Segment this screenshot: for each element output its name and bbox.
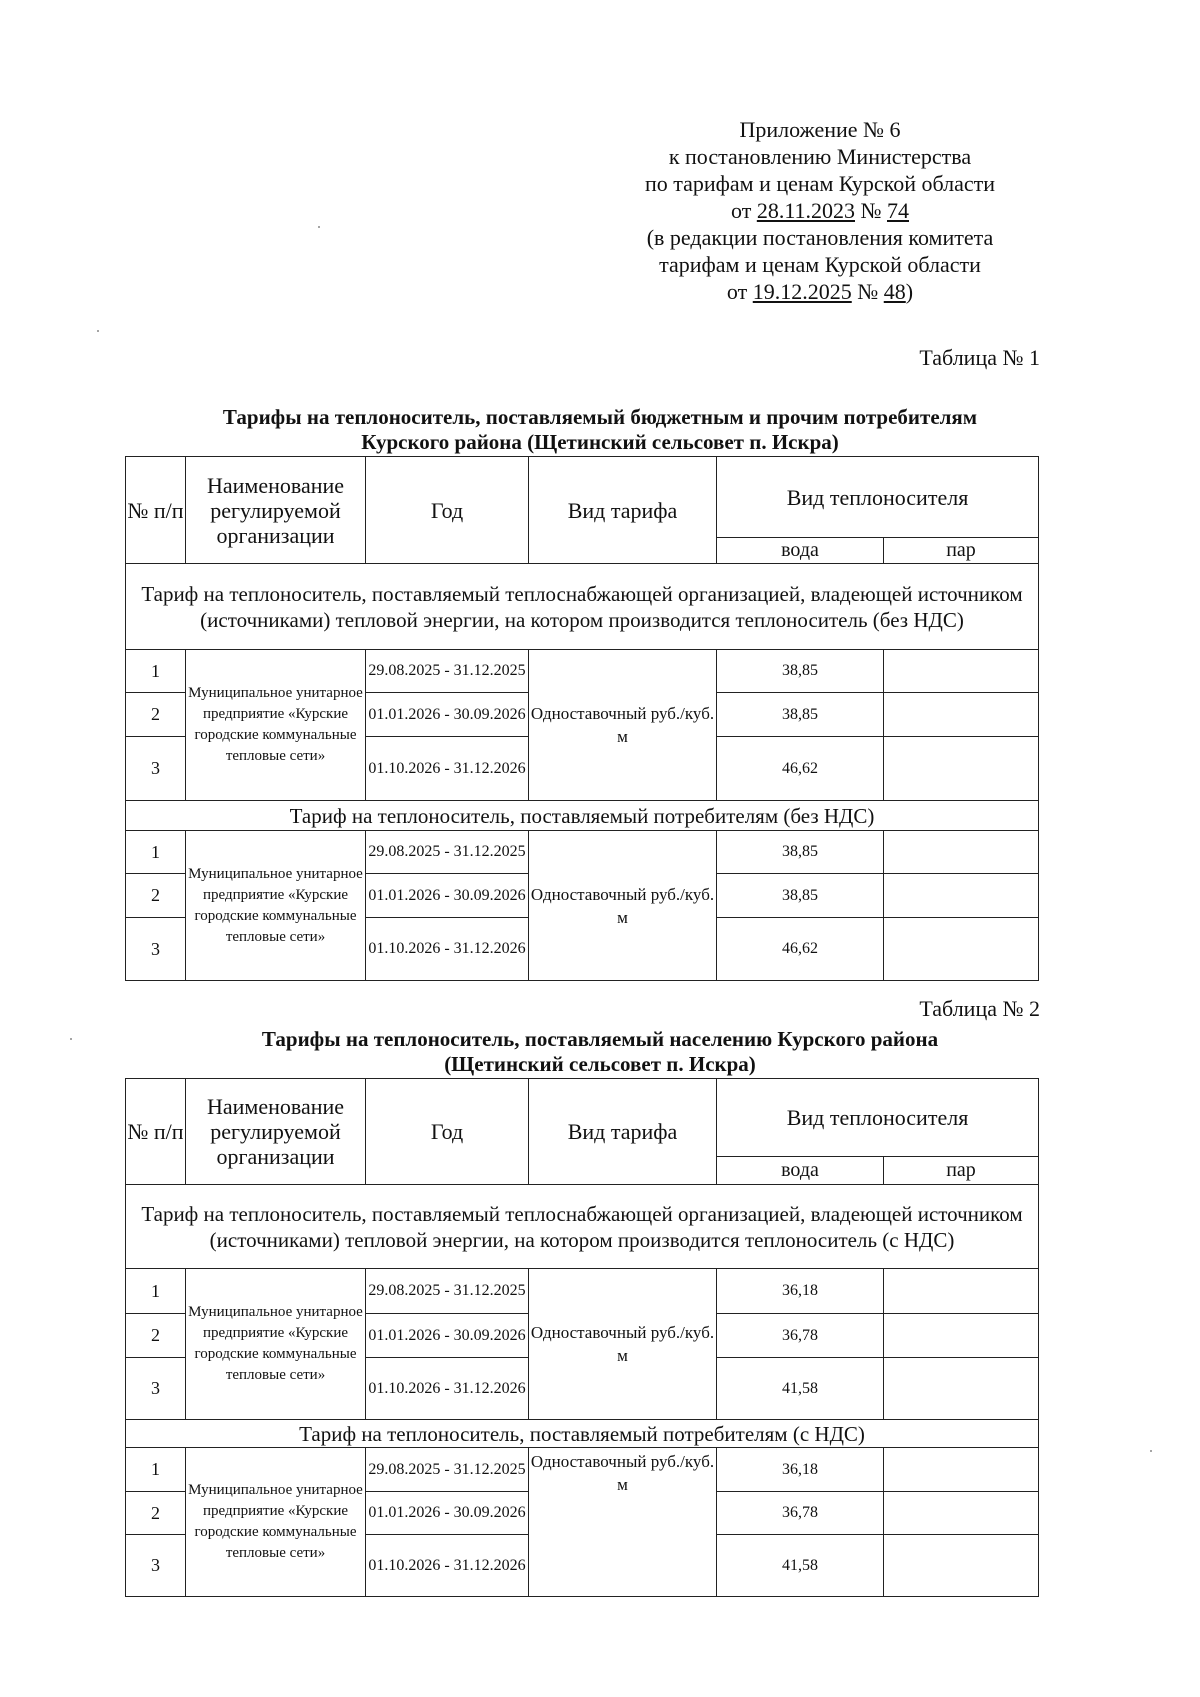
steam-tariff-value	[884, 737, 1039, 801]
amendment-reference: от 19.12.2025 № 48)	[726, 279, 914, 304]
steam-tariff-value	[884, 831, 1039, 874]
steam-tariff-value	[884, 874, 1039, 918]
row-number: 2	[126, 874, 186, 918]
period: 29.08.2025 - 31.12.2025	[366, 1269, 529, 1314]
scan-speck	[97, 330, 99, 332]
period: 01.01.2026 - 30.09.2026	[366, 693, 529, 737]
steam-tariff-value	[884, 1448, 1039, 1492]
row-number: 1	[126, 831, 186, 874]
scan-speck	[70, 1038, 72, 1040]
water-tariff-value: 36,78	[717, 1492, 884, 1535]
tariff-kind: Одноставочный руб./куб. м	[529, 1448, 717, 1597]
scan-speck	[1150, 1450, 1152, 1452]
water-tariff-value: 38,85	[717, 874, 884, 918]
water-tariff-value: 38,85	[717, 650, 884, 693]
period: 01.01.2026 - 30.09.2026	[366, 1492, 529, 1535]
period: 29.08.2025 - 31.12.2025	[366, 1448, 529, 1492]
organization-name: Муниципальное унитарное предприятие «Курские городские коммунальные тепловые сети»	[186, 831, 366, 981]
decree-reference: от 28.11.2023 № 74	[730, 198, 909, 223]
row-number: 3	[126, 737, 186, 801]
row-number: 2	[126, 1314, 186, 1358]
tariff-kind: Одноставочный руб./куб. м	[529, 650, 717, 801]
col-water-header: вода	[717, 538, 884, 564]
period: 01.10.2026 - 31.12.2026	[366, 737, 529, 801]
table-1-label: Таблица № 1	[919, 345, 1040, 370]
table-2-title: Тарифы на теплоноситель, поставляемый населению Курского района (Щетинский сельсовет п. Искра)	[261, 1027, 939, 1076]
period: 29.08.2025 - 31.12.2025	[366, 650, 529, 693]
table-2-label: Таблица № 2	[919, 996, 1040, 1021]
water-tariff-value: 36,18	[717, 1448, 884, 1492]
row-number: 2	[126, 693, 186, 737]
period: 01.10.2026 - 31.12.2026	[366, 1535, 529, 1597]
amendment-date: 19.12.2025	[752, 279, 852, 304]
water-tariff-value: 36,78	[717, 1314, 884, 1358]
col-carrier-header: Вид теплоносителя	[717, 457, 1039, 538]
col-kind-header: Вид тарифа	[529, 457, 717, 564]
steam-tariff-value	[884, 693, 1039, 737]
table-1-title: Тарифы на теплоноситель, поставляемый бюджетным и прочим потребителям Курского района (Щетинский сельсовет п. Искра)	[222, 405, 978, 454]
tariff-kind: Одноставочный руб./куб. м	[529, 831, 717, 981]
section-heading: Тариф на теплоноситель, поставляемый теплоснабжающей организацией, владеющей источником (источниками) тепловой энергии, на котором производится теплоноситель (с НДС)	[126, 1185, 1039, 1269]
col-water-header: вода	[717, 1157, 884, 1185]
steam-tariff-value	[884, 1314, 1039, 1358]
row-number: 3	[126, 1358, 186, 1420]
steam-tariff-value	[884, 918, 1039, 981]
col-year-header: Год	[366, 1079, 529, 1185]
period: 01.01.2026 - 30.09.2026	[366, 1314, 529, 1358]
decree-number: 74	[887, 198, 909, 223]
water-tariff-value: 46,62	[717, 918, 884, 981]
section-heading: Тариф на теплоноситель, поставляемый потребителям (с НДС)	[126, 1420, 1039, 1448]
decree-date: 28.11.2023	[756, 198, 855, 223]
appendix-title: Приложение № 6	[739, 117, 901, 142]
period: 01.01.2026 - 30.09.2026	[366, 874, 529, 918]
col-org-header: Наименование регулируемой организации	[186, 457, 366, 564]
header-line: тарифам и ценам Курской области	[659, 252, 981, 277]
water-tariff-value: 36,18	[717, 1269, 884, 1314]
header-line: к постановлению Министерства	[668, 144, 972, 169]
amendment-number: 48	[883, 279, 906, 304]
col-org-header: Наименование регулируемой организации	[186, 1079, 366, 1185]
water-tariff-value: 41,58	[717, 1358, 884, 1420]
col-carrier-header: Вид теплоносителя	[717, 1079, 1039, 1157]
tariff-kind: Одноставочный руб./куб. м	[529, 1269, 717, 1420]
water-tariff-value: 41,58	[717, 1535, 884, 1597]
period: 01.10.2026 - 31.12.2026	[366, 918, 529, 981]
header-line: (в редакции постановления комитета	[646, 225, 994, 250]
tariff-table-2	[125, 1078, 1039, 1597]
section-heading: Тариф на теплоноситель, поставляемый потребителям (без НДС)	[126, 801, 1039, 831]
document-header	[590, 116, 1050, 305]
water-tariff-value: 38,85	[717, 693, 884, 737]
period: 01.10.2026 - 31.12.2026	[366, 1358, 529, 1420]
organization-name: Муниципальное унитарное предприятие «Курские городские коммунальные тепловые сети»	[186, 650, 366, 801]
period: 29.08.2025 - 31.12.2025	[366, 831, 529, 874]
col-kind-header: Вид тарифа	[529, 1079, 717, 1185]
steam-tariff-value	[884, 650, 1039, 693]
col-num-header: № п/п	[126, 457, 186, 564]
water-tariff-value: 38,85	[717, 831, 884, 874]
header-line: по тарифам и ценам Курской области	[644, 171, 996, 196]
row-number: 1	[126, 1448, 186, 1492]
col-year-header: Год	[366, 457, 529, 564]
tariff-table-1	[125, 456, 1039, 981]
water-tariff-value: 46,62	[717, 737, 884, 801]
section-heading: Тариф на теплоноситель, поставляемый теплоснабжающей организацией, владеющей источником (источниками) тепловой энергии, на котором производится теплоноситель (без НДС)	[126, 564, 1039, 650]
col-steam-header: пар	[884, 1157, 1039, 1185]
col-num-header: № п/п	[126, 1079, 186, 1185]
organization-name: Муниципальное унитарное предприятие «Курские городские коммунальные тепловые сети»	[186, 1448, 366, 1597]
row-number: 3	[126, 918, 186, 981]
steam-tariff-value	[884, 1492, 1039, 1535]
steam-tariff-value	[884, 1535, 1039, 1597]
steam-tariff-value	[884, 1269, 1039, 1314]
steam-tariff-value	[884, 1358, 1039, 1420]
row-number: 3	[126, 1535, 186, 1597]
row-number: 2	[126, 1492, 186, 1535]
row-number: 1	[126, 650, 186, 693]
scan-speck	[318, 226, 320, 228]
row-number: 1	[126, 1269, 186, 1314]
organization-name: Муниципальное унитарное предприятие «Курские городские коммунальные тепловые сети»	[186, 1269, 366, 1420]
col-steam-header: пар	[884, 538, 1039, 564]
